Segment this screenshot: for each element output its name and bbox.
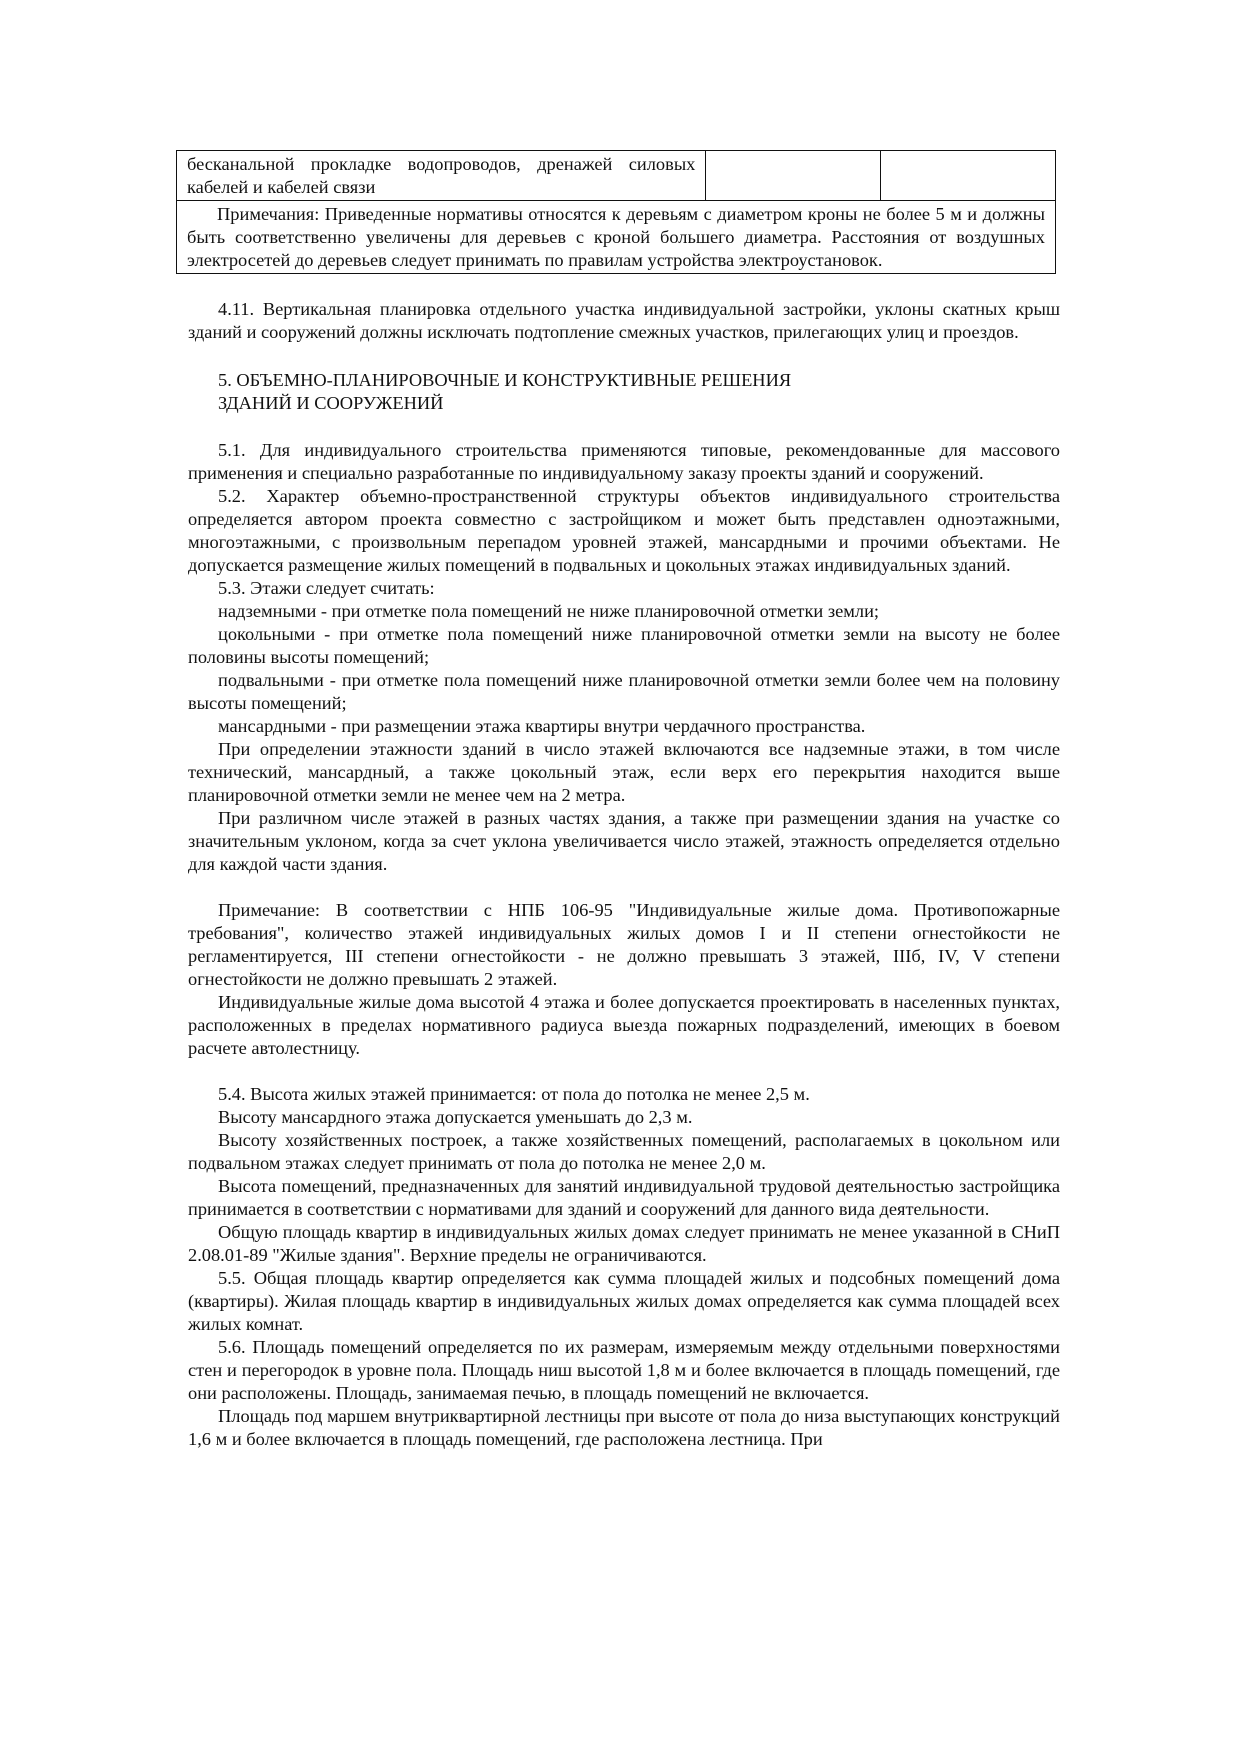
text-block-a	[188, 439, 1060, 876]
paragraph: 4.11. Вертикальная планировка отдельного участка индивидуальной застройки, уклоны скатных крыш зданий и сооружений должны исключать подтопление смежных участков, прилегающих улиц и проездов.	[188, 299, 1060, 342]
paragraph: цокольными - при отметке пола помещений ниже планировочной отметки земли на высоту не более половины высоты помещений;	[188, 624, 1060, 667]
table-cell-description: бесканальной прокладке водопроводов, дренажей силовых кабелей и кабелей связи	[177, 151, 706, 201]
paragraph-4-11-block	[188, 298, 1060, 344]
table-note: Примечания: Приведенные нормативы относятся к деревьям с диаметром кроны не более 5 м и должны быть соответственно увеличены для деревьев с кроной большего диаметра. Расстояния от воздушных электросетей до деревьев следует принимать по правилам устройства электроустановок.	[177, 201, 1056, 274]
paragraph: Примечание: В соответствии с НПБ 106-95 "Индивидуальные жилые дома. Противопожарные требования", количество этажей индивидуальных жилых домов I и II степени огнестойкости не регламентируется, III степени огнестойкости - не должно превышать 3 этажей, IIIб, IV, V степени огнестойкости не должно превышать 2 этажей.	[188, 900, 1060, 989]
section-heading-line-1: 5. ОБЪЕМНО-ПЛАНИРОВОЧНЫЕ И КОНСТРУКТИВНЫЕ РЕШЕНИЯ	[218, 370, 792, 390]
paragraph: 5.6. Площадь помещений определяется по их размерам, измеряемым между отдельными поверхностями стен и перегородок в уровне пола. Площадь ниш высотой 1,8 м и более включается в площадь помещений, где они расположены. Площадь, занимаемая печью, в площадь помещений не включается.	[188, 1337, 1060, 1403]
paragraph: Индивидуальные жилые дома высотой 4 этажа и более допускается проектировать в населенных пунктах, расположенных в пределах нормативного радиуса выезда пожарных подразделений, имеющих в боевом расчете автолестницу.	[188, 992, 1060, 1058]
paragraph: мансардными - при размещении этажа квартиры внутри чердачного пространства.	[218, 716, 866, 736]
paragraph: 5.1. Для индивидуального строительства применяются типовые, рекомендованные для массового применения и специально разработанные по индивидуальному заказу проекты зданий и сооружений.	[188, 440, 1060, 483]
paragraph: подвальными - при отметке пола помещений ниже планировочной отметки земли более чем на половину высоты помещений;	[188, 670, 1060, 713]
paragraph: Высоту мансардного этажа допускается уменьшать до 2,3 м.	[218, 1107, 693, 1127]
table-cell-value-1	[706, 151, 881, 201]
document-page	[188, 150, 1060, 1451]
paragraph: надземными - при отметке пола помещений не ниже планировочной отметки земли;	[218, 601, 880, 621]
section-heading-line-2: ЗДАНИЙ И СООРУЖЕНИЙ	[218, 393, 444, 413]
text-block-b	[188, 899, 1060, 1060]
paragraph: 5.3. Этажи следует считать:	[218, 578, 435, 598]
paragraph: При различном числе этажей в разных частях здания, а также при размещении здания на участке со значительным уклоном, когда за счет уклона увеличивается число этажей, этажность определяется отдельно для каждой части здания.	[188, 808, 1060, 874]
paragraph: При определении этажности зданий в число этажей включаются все надземные этажи, в том числе технический, мансардный, а также цокольный этаж, если верх его перекрытия находится выше планировочной отметки земли не менее чем на 2 метра.	[188, 739, 1060, 805]
paragraph: 5.4. Высота жилых этажей принимается: от пола до потолка не менее 2,5 м.	[218, 1084, 810, 1104]
paragraph: Общую площадь квартир в индивидуальных жилых домах следует принимать не менее указанной в СНиП 2.08.01-89 "Жилые здания". Верхние пределы не ограничиваются.	[188, 1222, 1060, 1265]
paragraph: Высоту хозяйственных построек, а также хозяйственных помещений, располагаемых в цокольном или подвальном этажах следует принимать от пола до потолка не менее 2,0 м.	[188, 1130, 1060, 1173]
table-note-row	[177, 201, 1056, 274]
section-heading	[188, 369, 1060, 415]
table-cell-value-2	[881, 151, 1056, 201]
paragraph: Площадь под маршем внутриквартирной лестницы при высоте от пола до низа выступающих конструкций 1,6 м и более включается в площадь помещений, где расположена лестница. При	[188, 1406, 1060, 1449]
table-row	[177, 151, 1056, 201]
paragraph: 5.5. Общая площадь квартир определяется как сумма площадей жилых и подсобных помещений дома (квартиры). Жилая площадь квартир в индивидуальных жилых домах определяется как сумма площадей всех жилых комнат.	[188, 1268, 1060, 1334]
norms-table	[176, 150, 1056, 274]
paragraph: Высота помещений, предназначенных для занятий индивидуальной трудовой деятельностью застройщика принимается в соответствии с нормативами для зданий и сооружений для данного вида деятельности.	[188, 1176, 1060, 1219]
text-block-c	[188, 1083, 1060, 1451]
paragraph: 5.2. Характер объемно-пространственной структуры объектов индивидуального строительства определяется автором проекта совместно с застройщиком и может быть представлен одноэтажными, многоэтажными, с произвольным перепадом уровней этажей, мансардными и прочими объектами. Не допускается размещение жилых помещений в подвальных и цокольных этажах индивидуальных зданий.	[188, 486, 1060, 575]
